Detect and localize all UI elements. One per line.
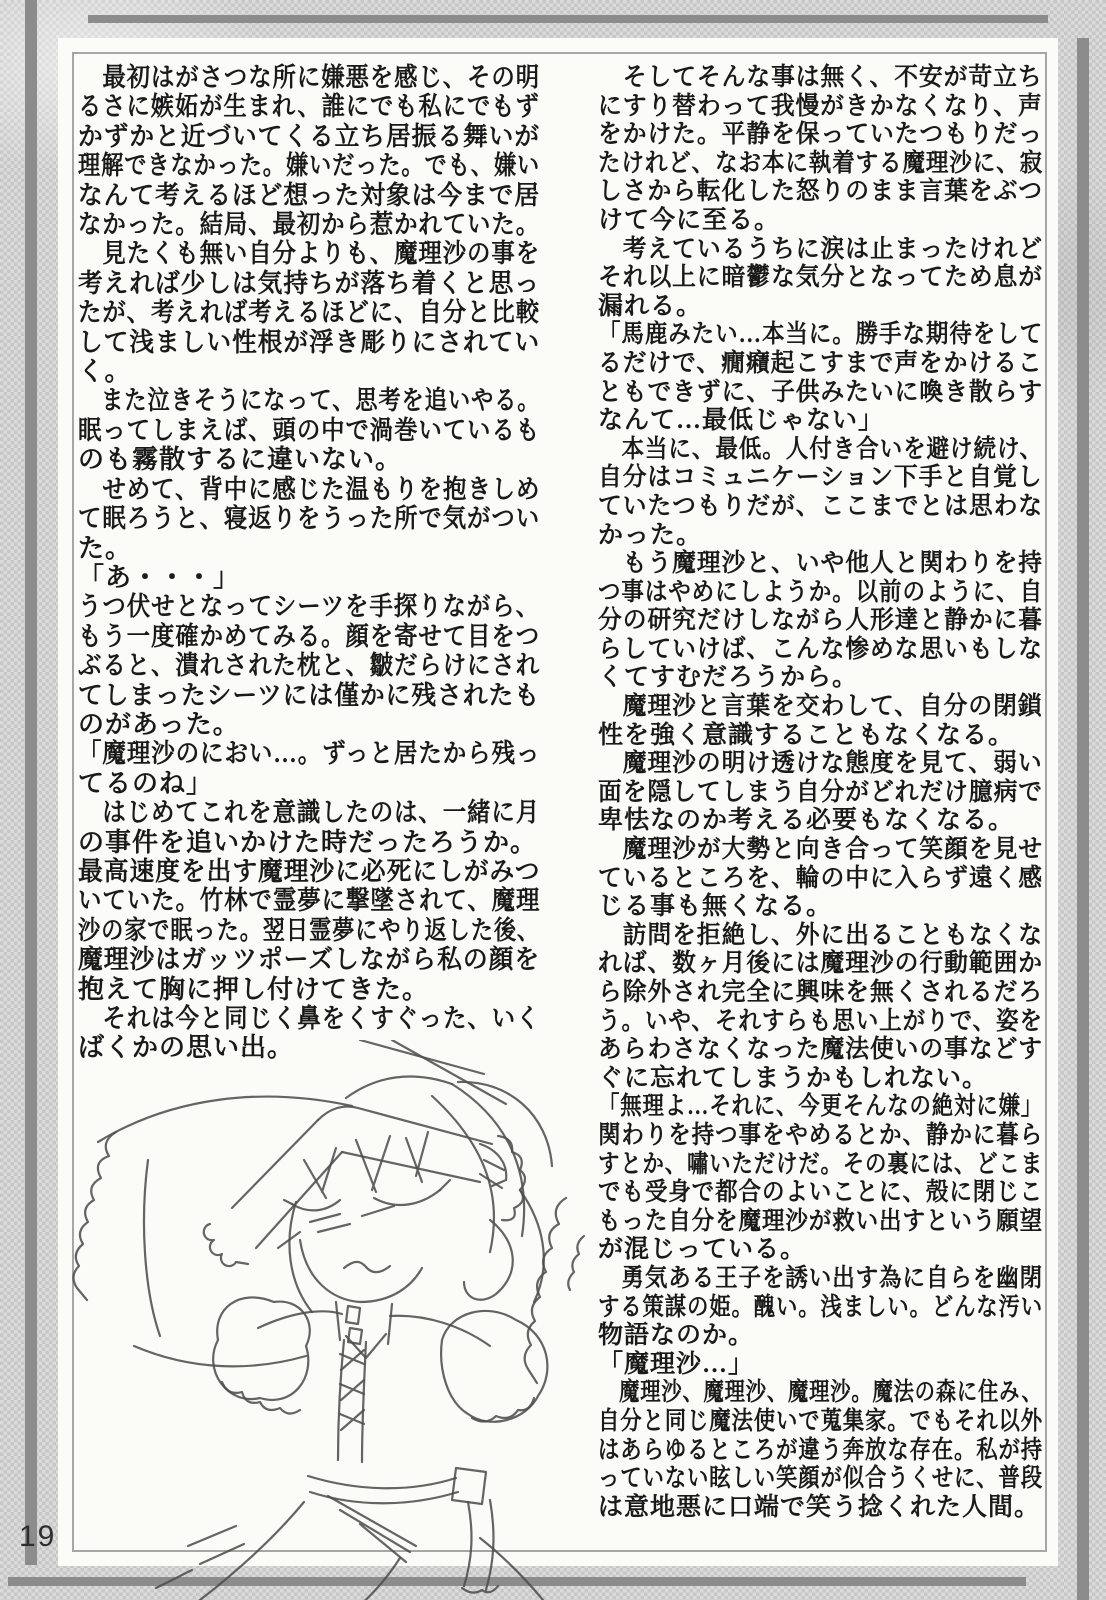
text-line: ているところを、輪の中に入らず遠く感 — [598, 864, 1044, 892]
text-line: っていない眩しい笑顔が似合うくせに、普段 — [598, 1465, 1044, 1493]
text-line: てるのね」 — [78, 768, 214, 798]
text-line: はあらゆるところが違う奔放な存在。私が持 — [598, 1436, 1044, 1464]
text-line: 魔理沙はガッツポーズしながら私の顔を — [78, 945, 541, 975]
torso-sketch — [156, 1297, 548, 1600]
text-line: は意地悪に口端で笑う捻くれた人間。 — [598, 1493, 1041, 1521]
page-number: 19 — [19, 1520, 57, 1553]
text-line: 見たくも無い自分よりも、魔理沙の事を — [78, 239, 541, 269]
text-line: たが、考えれば考えるほどに、自分と比較 — [78, 298, 541, 328]
text-line: の事件を追いかけた時だったろうか。 — [78, 827, 538, 857]
text-line: 自分と同じ魔法使いで蒐集家。でもそれ以外 — [598, 1407, 1044, 1435]
text-line: 魔理沙と言葉を交わして、自分の閉鎖 — [598, 693, 1043, 721]
text-line: いていた。竹林で霊夢に撃墜されて、魔理 — [78, 886, 541, 916]
text-line: 卑怯なのか考える必要もなくなる。 — [598, 807, 1015, 835]
right-frame-stripe — [1077, 38, 1089, 1600]
text-line: じる事も無くなる。 — [598, 893, 833, 921]
text-line: 考えているうちに涙は止まったけれど — [598, 235, 1044, 263]
text-line: るだけで、癇癪起こすまで声をかけるこ — [598, 349, 1043, 377]
text-line: たけれど、なお本に執着する魔理沙に、寂 — [598, 149, 1044, 177]
text-line: 本当に、最低。人付き合いを避け続け、 — [598, 435, 1043, 463]
text-line: 「あ・・・」 — [78, 562, 241, 592]
text-line: 魔理沙、魔理沙、魔理沙。魔法の森に住み、 — [598, 1379, 1043, 1407]
text-line: でも受身で都合のよいことに、殻に閉じこ — [598, 1179, 1044, 1207]
text-line: ぐに忘れてしまうかもしれない。 — [598, 1064, 989, 1092]
text-line: 訪問を拒絶し、外に出ることもなくな — [598, 921, 1044, 949]
text-line: れば、数ヶ月後には魔理沙の行動範囲か — [598, 950, 1044, 978]
text-line: かった。 — [598, 521, 703, 549]
text-line: う。いや、それすらも思い上がりで、姿を — [598, 1007, 1043, 1035]
text-line: 性を強く意識することもなくなる。 — [598, 721, 1015, 749]
text-line: ぶると、潰れされた枕と、皺だらけにされ — [78, 651, 541, 681]
text-line: はじめてこれを意識したのは、一緒に月 — [78, 798, 541, 828]
left-frame-stripe — [25, 0, 37, 1565]
text-line: 「馬鹿みたい…本当に。勝手な期待をして — [598, 321, 1044, 349]
text-line: が混じっている。 — [598, 1236, 807, 1264]
text-line: く。 — [78, 357, 132, 387]
sketch-illustration — [60, 1040, 600, 1600]
text-line: のがあった。 — [78, 709, 240, 739]
text-line: 関わりを持つ事をやめるとか、静かに暮ら — [598, 1121, 1044, 1149]
text-line: 理解できなかった。嫌いだった。でも、嫌い — [78, 151, 541, 181]
text-line: 分の研究だけしながら人形達と静かに暮 — [598, 607, 1044, 635]
text-line: あらわさなくなった魔法使いの事などす — [598, 1036, 1044, 1064]
text-line: もう一度確かめてみる。顔を寄せて目をつ — [78, 621, 541, 651]
text-line: 面を隠してしまう自分がどれだけ臆病で — [598, 778, 1044, 806]
text-line: 勇気ある王子を誘い出す為に自らを幽閉 — [598, 1264, 1044, 1292]
text-line: 眠ってしまえば、頭の中で渦巻いているも — [78, 415, 541, 445]
text-line: すとか、嘯いただけだ。その裏には、どこま — [598, 1150, 1044, 1178]
text-line: せめて、背中に感じた温もりを抱きしめ — [78, 474, 541, 504]
text-line: た。 — [78, 533, 133, 563]
text-line: 「無理よ…それに、今更そんなの絶対に嫌」 — [598, 1093, 1044, 1121]
text-line: また泣きそうになって、思考を追いやる。 — [78, 386, 541, 416]
text-line: 物語なのか。 — [598, 1322, 755, 1350]
text-line: て眠ろうと、寝返りをうった所で気がつい — [78, 504, 541, 534]
text-line: ともできずに、子供みたいに喚き散らす — [598, 378, 1044, 406]
text-line: 最高速度を出す魔理沙に必死にしがみつ — [78, 856, 541, 886]
text-line: つ事はやめにしようか。以前のように、自 — [598, 578, 1044, 606]
text-line: をかけた。平静を保っていたつもりだっ — [598, 121, 1044, 149]
text-line: ばくかの思い出。 — [78, 1033, 295, 1063]
text-line: 抱えて胸に押し付けてきた。 — [78, 974, 430, 1004]
text-line: くてすむだろうから。 — [598, 664, 859, 692]
hair-sketch — [278, 1076, 544, 1312]
text-line: 「魔理沙のにおい…。ずっと居たから残っ — [78, 739, 541, 769]
text-line: 「魔理沙…」 — [598, 1350, 755, 1378]
left-text-column — [78, 63, 540, 1063]
text-line: かずかと近づいてくる立ち居振る舞いが — [78, 121, 541, 151]
text-line: のも霧散するに違いない。 — [78, 445, 403, 475]
right-text-column — [598, 64, 1043, 1522]
text-line: 漏れる。 — [598, 292, 703, 320]
text-line: そしてそんな事は無く、不安が苛立ち — [598, 64, 1043, 91]
text-line: なんて…最低じゃない」 — [598, 407, 885, 435]
text-line: てしまったシーツには僅かに残されたも — [78, 680, 540, 710]
text-line: する策謀の姫。醜い。浅ましい。どんな汚い — [598, 1293, 1044, 1321]
text-line: 魔理沙が大勢と向き合って笑顔を見せ — [598, 836, 1044, 864]
text-line: それは今と同じく鼻をくすぐった、いく — [78, 1004, 541, 1033]
text-line: 魔理沙の明け透けな態度を見て、弱い — [598, 750, 1043, 778]
text-line: らしていけば、こんな惨めな思いもしな — [598, 635, 1044, 663]
text-line: もった自分を魔理沙が救い出すという願望 — [598, 1207, 1044, 1235]
text-line: して浅ましい性根が浮き彫りにされてい — [78, 327, 541, 357]
text-line: 沙の家で眠った。翌日霊夢にやり返した後、 — [78, 915, 541, 945]
text-line: 最初はがさつな所に嫌悪を感じ、その明 — [78, 63, 541, 92]
text-line: 自分はコミュニケーション下手と自覚し — [598, 464, 1043, 492]
text-line: なんて考えるほど想った対象は今まで居 — [78, 180, 541, 210]
text-line: もう魔理沙と、いや他人と関わりを持 — [598, 550, 1044, 578]
text-line: るさに嫉妬が生まれ、誰にでも私にでもず — [78, 92, 540, 122]
text-line: それ以上に暗鬱な気分となってため息が — [598, 264, 1044, 292]
text-line: 考えれば少しは気持ちが落ち着くと思っ — [78, 268, 541, 298]
text-line: けて今に至る。 — [598, 206, 781, 234]
text-line: なかった。結局、最初から惹かれていた。 — [78, 210, 541, 240]
text-line: うつ伏せとなってシーツを手探りながら、 — [78, 592, 540, 622]
text-line: にすり替わって我慢がきかなくなり、声 — [598, 92, 1043, 120]
text-line: しさから転化した怒りのまま言葉をぶつ — [598, 178, 1044, 206]
text-line: ていたつもりだが、ここまでとは思わな — [598, 492, 1044, 520]
margin-frill-sketch — [525, 1198, 584, 1383]
top-frame-bar — [88, 15, 1048, 23]
text-line: ら除外され完全に興味を無くされるだろ — [598, 979, 1044, 1006]
